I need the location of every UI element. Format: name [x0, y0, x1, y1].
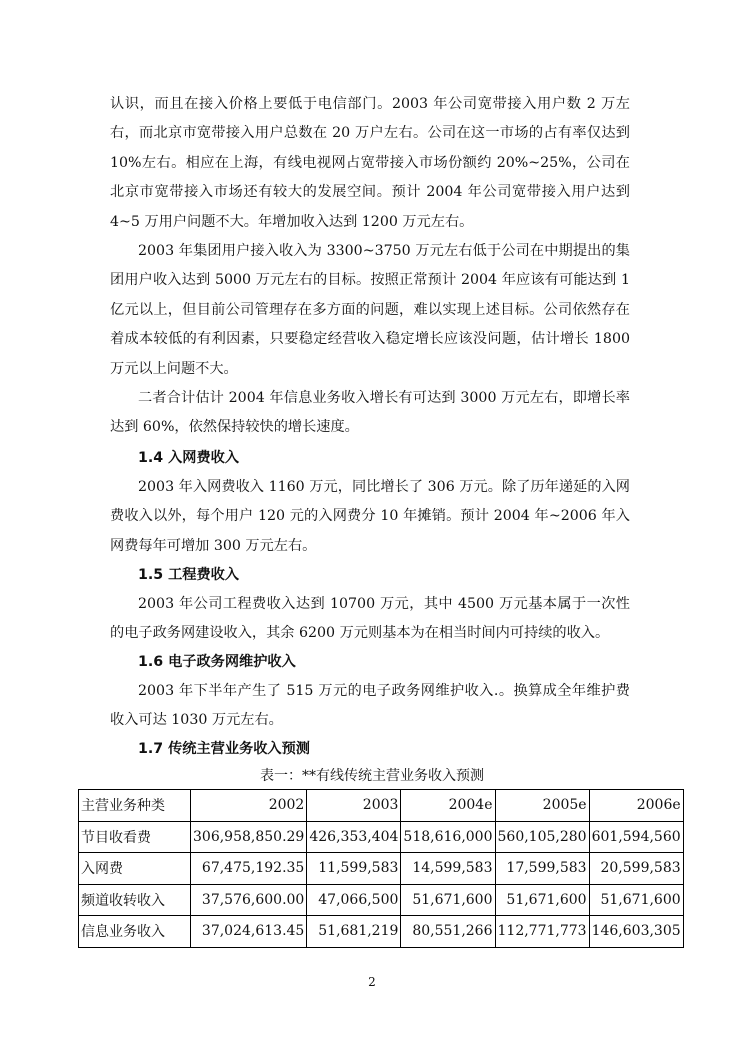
table-row: [79, 916, 684, 948]
table-cell: 51,671,600: [589, 884, 683, 916]
header-cell: 2003: [307, 790, 401, 822]
header-cell: 主营业务种类: [79, 790, 191, 822]
heading-1-6: 1.6 电子政务网维护收入: [138, 654, 296, 670]
table-cell: 601,594,560: [589, 821, 683, 853]
heading-1-7: 1.7 传统主营业务收入预测: [138, 741, 310, 757]
table-row: [79, 821, 684, 853]
table-cell: 51,671,600: [495, 884, 589, 916]
header-cell: 2004e: [401, 790, 495, 822]
table-row: [79, 884, 684, 916]
table-cell: 146,603,305: [589, 916, 683, 948]
table-cell: 426,353,404: [307, 821, 401, 853]
table-cell: 47,066,500: [307, 884, 401, 916]
table-cell: 51,671,600: [401, 884, 495, 916]
paragraph-1-4: 2003 年入网费收入 1160 万元，同比增长了 306 万元。除了历年递延的入网费收入以外，每个用户 120 元的入网费分 10 年摊销。预计 2004 年~2006 年入网费每年可增加 300 万元左右。: [110, 479, 630, 554]
table-cell: 306,958,850.29: [191, 821, 307, 853]
header-cell: 2002: [191, 790, 307, 822]
table-cell: 信息业务收入: [79, 916, 191, 948]
table-row: [79, 853, 684, 885]
table-cell: 560,105,280: [495, 821, 589, 853]
paragraph-1-5: 2003 年公司工程费收入达到 10700 万元，其中 4500 万元基本属于一次性的电子政务网建设收入，其余 6200 万元则基本为在相当时间内可持续的收入。: [110, 596, 630, 642]
paragraph-group-users: 2003 年集团用户接入收入为 3300~3750 万元左右低于公司在中期提出的集团用户收入达到 5000 万元左右的目标。按照正常预计 2004 年应该有可能达到 1 亿元以上，但目前公司管理存在多方面的问题，难以实现上述目标。公司依然存在着成本较低的有利因素，只要稳定经营收入稳定增长应该没问题，估计增长 1800 万元以上问题不大。: [110, 243, 630, 377]
table-header-row: [79, 790, 684, 822]
table-cell: 67,475,192.35: [191, 853, 307, 885]
table-cell: 112,771,773: [495, 916, 589, 948]
table-cell: 11,599,583: [307, 853, 401, 885]
table-cell: 节目收看费: [79, 821, 191, 853]
table-cell: 20,599,583: [589, 853, 683, 885]
table-cell: 17,599,583: [495, 853, 589, 885]
heading-1-5: 1.5 工程费收入: [138, 567, 240, 583]
paragraph-1-6: 2003 年下半年产生了 515 万元的电子政务网维护收入.。换算成全年维护费收入可达 1030 万元左右。: [110, 683, 630, 729]
table-caption: 表一：**有线传统主营业务收入预测: [260, 768, 484, 784]
heading-1-4: 1.4 入网费收入: [138, 450, 240, 466]
table-cell: 频道收转收入: [79, 884, 191, 916]
table-cell: 37,576,600.00: [191, 884, 307, 916]
header-cell: 2006e: [589, 790, 683, 822]
table-cell: 518,616,000: [401, 821, 495, 853]
revenue-forecast-table: [78, 789, 684, 948]
header-cell: 2005e: [495, 790, 589, 822]
table-cell: 80,551,266: [401, 916, 495, 948]
page-number: 2: [368, 975, 376, 989]
table-cell: 51,681,219: [307, 916, 401, 948]
table-cell: 37,024,613.45: [191, 916, 307, 948]
paragraph-combined-estimate: 二者合计估计 2004 年信息业务收入增长有可达到 3000 万元左右，即增长率达到 60%，依然保持较快的增长速度。: [110, 390, 630, 436]
table-cell: 14,599,583: [401, 853, 495, 885]
paragraph-broadband: 认识，而且在接入价格上要低于电信部门。2003 年公司宽带接入用户数 2 万左右，而北京市宽带接入用户总数在 20 万户左右。公司在这一市场的占有率仅达到 10%左右。相应在上海，有线电视网占宽带接入市场份额约 20%~25%，公司在北京市宽带接入市场还有较大的发展空间。预计 2004 年公司宽带接入用户达到 4~5 万用户问题不大。年增加收入达到 1200 万元左右。: [110, 96, 630, 230]
table-cell: 入网费: [79, 853, 191, 885]
